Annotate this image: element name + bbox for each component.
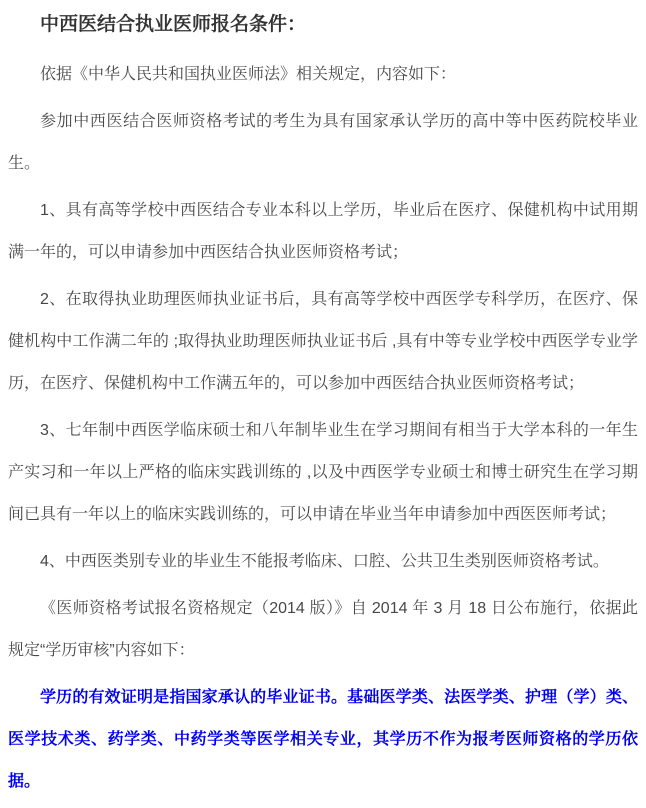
intro-basis-paragraph: 依据《中华人民共和国执业医师法》相关规定，内容如下： — [40, 66, 457, 83]
eligibility-overview-paragraph: 参加中西医结合医师资格考试的考生为具有国家承认学历的高中等中医药院校毕业生。 — [8, 113, 638, 172]
condition-1-paragraph: 1、具有高等学校中西医结合专业本科以上学历，毕业后在医疗、保健机构中试用期满一年的，可以申请参加中西医结合执业医师资格考试； — [8, 202, 638, 261]
regulation-2014-paragraph: 《医师资格考试报名资格规定（2014 版）》自 2014 年 3 月 18 日公布施行，依据此规定“学历审核”内容如下： — [8, 600, 638, 659]
degree-validity-paragraph: 学历的有效证明是指国家承认的毕业证书。基础医学类、法医学类、护理（学）类、医学技术类、药学类、中药学类等医学相关专业，其学历不作为报考医师资格的学历依据。 — [8, 689, 638, 790]
condition-3-paragraph: 3、七年制中西医学临床硕士和八年制毕业生在学习期间有相当于大学本科的一年生产实习和一年以上严格的临床实践训练的 ,以及中西医学专业硕士和博士研究生在学习期间已具有一年以上的临床实践训练的，可以申请在毕业当年申请参加中西医医师考试； — [8, 422, 638, 523]
condition-2-paragraph: 2、在取得执业助理医师执业证书后，具有高等学校中西医学专科学历，在医疗、保健机构中工作满二年的 ;取得执业助理医师执业证书后 ,具有中等专业学校中西医学专业学历，在医疗、保健机构中工作满五年的，可以参加中西医结合执业医师资格考试； — [8, 291, 638, 392]
page-title: 中西医结合执业医师报名条件： — [40, 14, 307, 35]
condition-4-paragraph: 4、中西医类别专业的毕业生不能报考临床、口腔、公共卫生类别医师资格考试。 — [40, 553, 609, 570]
